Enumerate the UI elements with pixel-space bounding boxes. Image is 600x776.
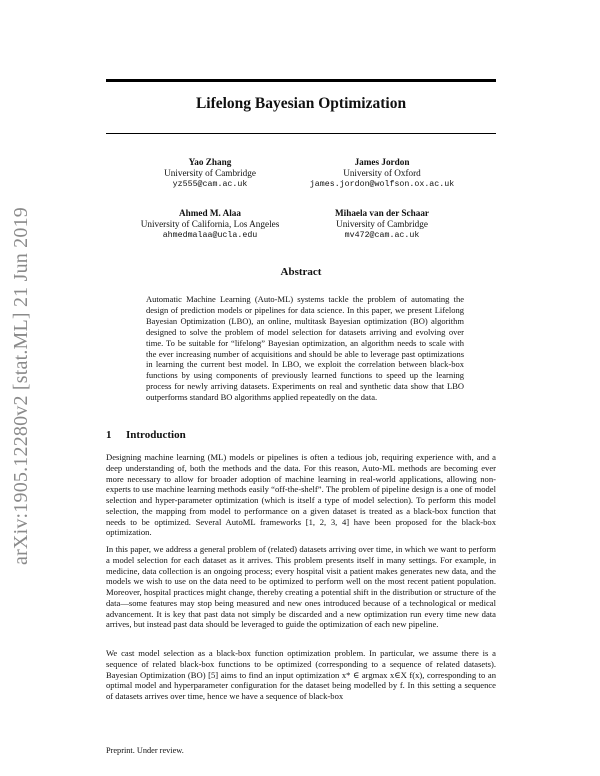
arxiv-identifier: arXiv:1905.12280v2 [stat.ML] 21 Jun 2019 <box>10 207 32 565</box>
section-heading <box>106 429 186 441</box>
abstract-text: Automatic Machine Learning (Auto-ML) systems tackle the problem of automating the design of prediction models or pipelines for data science. In this paper, we present Lifelong Bayesian Optimization (LBO), an online, multitask Bayesian optimization (BO) algorithm designed to solve the problem of model selection for datasets arriving and evolving over time. To be suitable for “lifelong” Bayesian optimization, an algorithm needs to scale with the ever increasing number of acquisitions and should be able to leverage past optimizations in learning the current best model. In LBO, we exploit the correlation between black-box functions by using components of previously learned functions to speed up the learning process for newly arriving datasets. Experiments on real and synthetic data show that LBO outperforms standard BO algorithms applied repeatedly on the data. <box>146 294 464 403</box>
body-paragraph: We cast model selection as a black-box function optimization problem. In particular, we assume there is a sequence of related black-box functions to be optimized (corresponding to a sequence of related datasets). Bayesian Optimization (BO) [5] aims to find an input optimization x* ∈ argmax x∈X f(x), corresponding to an optimal model and hyperparameter configuration for the dataset being modelled by f. In this setting a sequence of datasets arrives over time, hence we have a sequence of black-box <box>106 648 496 701</box>
author-block <box>292 157 472 190</box>
author-block <box>140 157 280 190</box>
author-affiliation: University of Oxford <box>343 168 421 178</box>
author-block <box>110 208 310 241</box>
author-email[interactable]: ahmedmalaa@ucla.edu <box>162 231 258 240</box>
author-name: Mihaela van der Schaar <box>334 208 429 218</box>
author-email[interactable]: mv472@cam.ac.uk <box>344 231 420 240</box>
abstract-heading: Abstract <box>280 266 322 278</box>
author-affiliation: University of Cambridge <box>164 168 256 178</box>
title-rule-bottom <box>106 133 496 134</box>
paper-title: Lifelong Bayesian Optimization <box>195 95 407 112</box>
section-number: 1 <box>106 429 112 441</box>
author-affiliation: University of California, Los Angeles <box>140 219 280 229</box>
author-name: James Jordon <box>354 157 410 167</box>
body-paragraph: In this paper, we address a general problem of (related) datasets arriving over time, in which we want to perform a model selection for each dataset as it arrives. This problem presents itself in many settings. For example, in medicine, data collection is an ongoing process; every hospital visit a patient makes generates new data, and the models we wish to use on the data need to be optimized to perform well on the most recent patient population. Moreover, hospital practices might change, thereby creating a potential shift in the distribution or structure of the data—some features may stop being measured and new ones introduced because of a technological or medical advancement. It is key that past data not simply be discarded and a new optimization run every time new data arrives, but instead past data should be leveraged to guide the optimization of each new pipeline. <box>106 544 496 630</box>
page-footer: Preprint. Under review. <box>106 746 184 755</box>
author-affiliation: University of Cambridge <box>336 219 428 229</box>
author-email[interactable]: yz555@cam.ac.uk <box>172 180 248 189</box>
author-email[interactable]: james.jordon@wolfson.ox.ac.uk <box>309 180 455 189</box>
title-rule-top <box>106 79 496 82</box>
author-block <box>312 208 452 241</box>
body-paragraph: Designing machine learning (ML) models or pipelines is often a tedious job, requiring experience with, and a deep understanding of, both the methods and the data. For this reason, Auto-ML methods are becoming ever more necessary to allow for broader adoption of machine learning in real-world applications, allowing non-experts to use machine learning methods easily “off-the-shelf”. The problem of pipeline design is a one of model selection and hyper-parameter optimization (which is itself a type of model selection). To perform this model selection, the mapping from model to performance on a given dataset is treated as a black-box function that needs to be optimized. Several AutoML frameworks [1, 2, 3, 4] have been proposed for the black-box optimization. <box>106 452 496 538</box>
author-name: Yao Zhang <box>188 157 232 167</box>
author-name: Ahmed M. Alaa <box>178 208 241 218</box>
section-title: Introduction <box>126 429 186 441</box>
